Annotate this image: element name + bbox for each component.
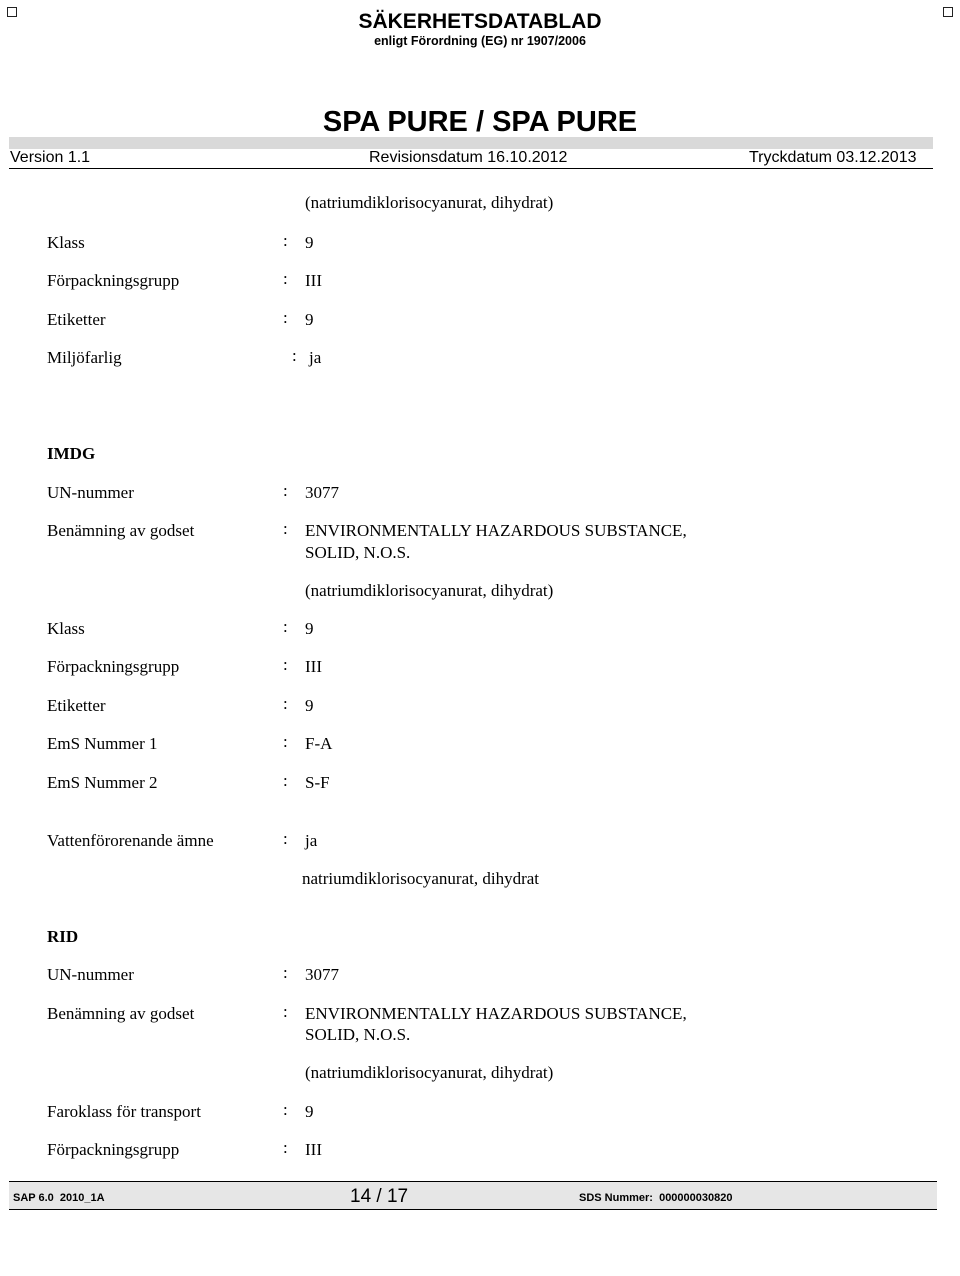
colon: : bbox=[292, 346, 297, 365]
imdg-marine-pollutant-label: Vattenförorenande ämne bbox=[47, 831, 214, 850]
colon: : bbox=[283, 269, 288, 288]
imdg-packing-group-label: Förpackningsgrupp bbox=[47, 657, 180, 676]
footer-divider bbox=[9, 1209, 937, 1210]
imdg-ems-2-value: S-F bbox=[305, 773, 330, 792]
imdg-ems-1-label: EmS Nummer 1 bbox=[47, 734, 158, 753]
rid-packing-group-label: Förpackningsgrupp bbox=[47, 1140, 180, 1159]
imdg-shipping-name-label: Benämning av godset bbox=[47, 521, 195, 540]
adr-packing-group-label: Förpackningsgrupp bbox=[47, 271, 180, 290]
sds-number: SDS Nummer: 000000030820 bbox=[579, 1192, 733, 1204]
imdg-ems-1-value: F-A bbox=[305, 734, 333, 753]
adr-class-label: Klass bbox=[47, 233, 85, 252]
regulation-subtitle: enligt Förordning (EG) nr 1907/2006 bbox=[374, 34, 586, 48]
imdg-heading: IMDG bbox=[47, 444, 96, 463]
page-number: 14 / 17 bbox=[350, 1186, 409, 1207]
rid-shipping-name-label: Benämning av godset bbox=[47, 1004, 195, 1023]
rid-shipping-name-line2: SOLID, N.O.S. bbox=[305, 1025, 411, 1044]
imdg-un-number-label: UN-nummer bbox=[47, 483, 134, 502]
adr-class-value: 9 bbox=[305, 233, 314, 252]
rid-hazard-class-value: 9 bbox=[305, 1102, 314, 1121]
imdg-marine-pollutant-value: ja bbox=[305, 831, 318, 850]
imdg-labels-label: Etiketter bbox=[47, 696, 106, 715]
colon: : bbox=[283, 1100, 288, 1119]
rid-shipping-name-line1: ENVIRONMENTALLY HAZARDOUS SUBSTANCE, bbox=[305, 1004, 687, 1023]
colon: : bbox=[283, 308, 288, 327]
adr-environmental-value: ja bbox=[309, 348, 322, 367]
revision-date: Revisionsdatum 16.10.2012 bbox=[369, 149, 568, 166]
colon: : bbox=[283, 771, 288, 790]
rid-shipping-name-line3: (natriumdiklorisocyanurat, dihydrat) bbox=[305, 1063, 554, 1082]
colon: : bbox=[283, 481, 288, 500]
version-label: Version 1.1 bbox=[10, 149, 91, 166]
colon: : bbox=[283, 617, 288, 636]
adr-labels-label: Etiketter bbox=[47, 310, 106, 329]
colon: : bbox=[283, 519, 288, 538]
colon: : bbox=[283, 732, 288, 751]
colon: : bbox=[283, 1002, 288, 1021]
rid-hazard-class-label: Faroklass för transport bbox=[47, 1102, 201, 1121]
footer-system-version: SAP 6.0 2010_1A bbox=[13, 1192, 105, 1204]
rid-un-number-value: 3077 bbox=[305, 965, 339, 984]
colon: : bbox=[283, 655, 288, 674]
rid-un-number-label: UN-nummer bbox=[47, 965, 134, 984]
imdg-class-value: 9 bbox=[305, 619, 314, 638]
adr-labels-value: 9 bbox=[305, 310, 314, 329]
imdg-shipping-name-line1: ENVIRONMENTALLY HAZARDOUS SUBSTANCE, bbox=[305, 521, 687, 540]
imdg-class-label: Klass bbox=[47, 619, 85, 638]
adr-environmental-label: Miljöfarlig bbox=[47, 348, 122, 367]
imdg-shipping-name-line3: (natriumdiklorisocyanurat, dihydrat) bbox=[305, 581, 554, 600]
imdg-packing-group-value: III bbox=[305, 657, 322, 676]
adr-packing-group-value: III bbox=[305, 271, 322, 290]
header-divider bbox=[9, 168, 933, 169]
colon: : bbox=[283, 1138, 288, 1157]
colon: : bbox=[283, 694, 288, 713]
adr-name-continued: (natriumdiklorisocyanurat, dihydrat) bbox=[305, 193, 554, 212]
imdg-shipping-name-line2: SOLID, N.O.S. bbox=[305, 543, 411, 562]
imdg-ems-2-label: EmS Nummer 2 bbox=[47, 773, 158, 792]
colon: : bbox=[283, 829, 288, 848]
footer-band bbox=[9, 1181, 937, 1209]
document-title: SÄKERHETSDATABLAD bbox=[358, 10, 602, 33]
imdg-labels-value: 9 bbox=[305, 696, 314, 715]
product-name: SPA PURE / SPA PURE bbox=[322, 106, 638, 138]
rid-heading: RID bbox=[47, 927, 79, 946]
colon: : bbox=[283, 231, 288, 250]
imdg-marine-pollutant-substance: natriumdiklorisocyanurat, dihydrat bbox=[302, 869, 539, 888]
colon: : bbox=[283, 963, 288, 982]
rid-packing-group-value: III bbox=[305, 1140, 322, 1159]
imdg-un-number-value: 3077 bbox=[305, 483, 339, 502]
print-date: Tryckdatum 03.12.2013 bbox=[749, 149, 917, 166]
